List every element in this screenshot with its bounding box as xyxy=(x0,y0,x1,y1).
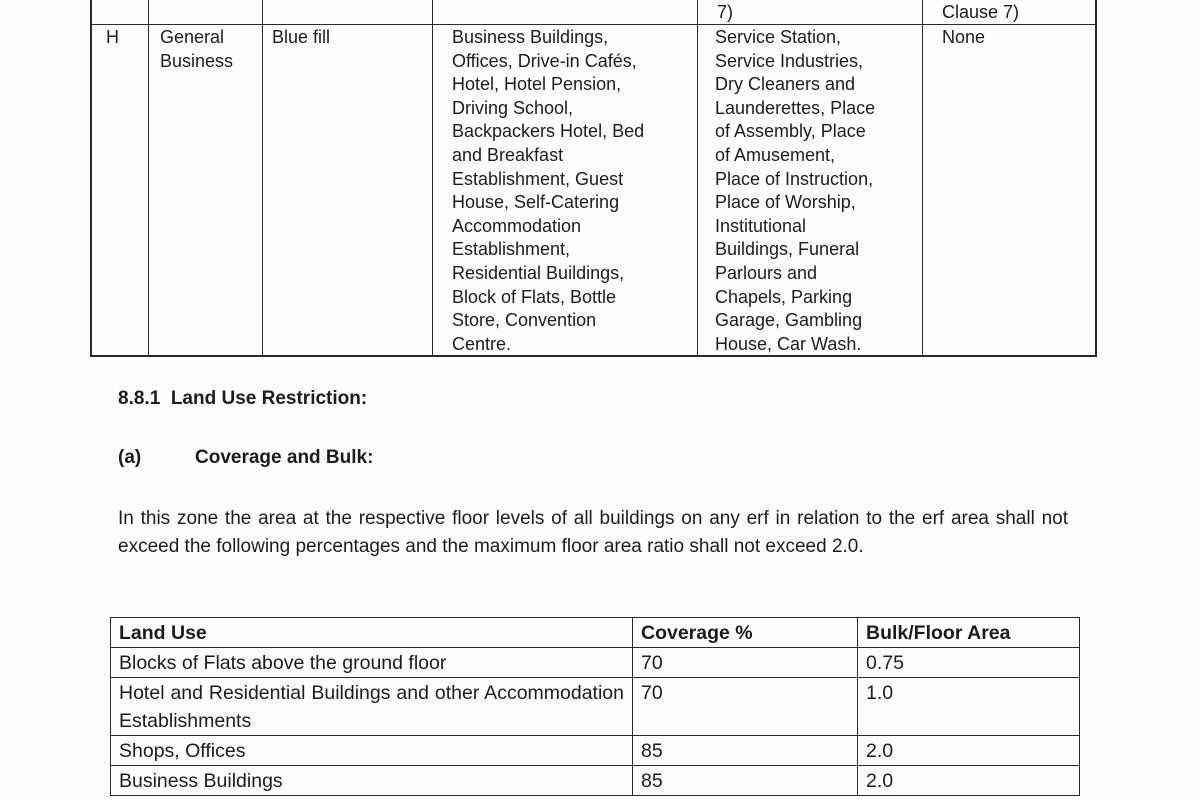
cell-line: Launderettes, Place xyxy=(715,97,876,118)
primary-uses-cell xyxy=(452,26,644,356)
column-divider xyxy=(148,0,149,355)
cell-line: of Assembly, Place xyxy=(715,121,866,142)
cell-line: H xyxy=(106,27,119,47)
section-heading xyxy=(118,388,367,410)
cell-line: Garage, Gambling xyxy=(715,310,863,331)
cell-line: Hotel, Hotel Pension, xyxy=(452,74,622,95)
header-fragment: Clause 7) xyxy=(942,2,1020,22)
cell-line: Blue fill xyxy=(272,27,331,47)
coverage-paragraph: In this zone the area at the respective floor levels of all buildings on any erf in relation to the erf area shall not exceed the following percentages and the maximum floor area ratio shall not exceed 2.0. xyxy=(118,508,1068,557)
column-divider xyxy=(262,0,263,355)
subsection-title: Coverage and Bulk: xyxy=(195,447,374,468)
column-header: Bulk/Floor Area xyxy=(858,618,1080,648)
section-number: 8.8.1 xyxy=(118,388,161,409)
subsection-label: (a) xyxy=(118,447,142,468)
cell-line: Establishment, Guest xyxy=(452,168,624,189)
bulk-cell: 2.0 xyxy=(858,766,1080,796)
cell-line: of Amusement, xyxy=(715,144,836,165)
cell-line: Driving School, xyxy=(452,97,574,118)
cell-line: Place of Instruction, xyxy=(715,168,874,189)
column-divider xyxy=(922,0,923,355)
cell-line: Centre. xyxy=(452,333,512,354)
header-fragment: 7) xyxy=(717,2,734,22)
cell-line: Dry Cleaners and xyxy=(715,74,856,95)
cell-line: House, Self-Catering xyxy=(452,192,620,213)
cell-line: General xyxy=(160,27,225,47)
cell-line: Parlours and xyxy=(715,262,818,283)
column-divider xyxy=(432,0,433,355)
cell-line: Residential Buildings, xyxy=(452,262,625,283)
section-title: Land Use Restriction: xyxy=(170,388,368,409)
cell-line: Backpackers Hotel, Bed xyxy=(452,121,645,142)
table-row xyxy=(111,678,1080,736)
land-use-cell: Hotel and Residential Buildings and other Accommodation Establishments xyxy=(111,678,633,736)
bulk-cell: 0.75 xyxy=(858,648,1080,678)
cell-line: Block of Flats, Bottle xyxy=(452,286,617,307)
cell-line: Establishment, xyxy=(452,239,571,260)
cell-line: House, Car Wash. xyxy=(715,333,862,354)
cell-line: Service Industries, xyxy=(715,50,864,71)
coverage-cell: 85 xyxy=(633,736,858,766)
bulk-cell: 1.0 xyxy=(858,678,1080,736)
cell-line: Place of Worship, xyxy=(715,192,856,213)
column-header: Land Use xyxy=(111,618,633,648)
cell-line: Offices, Drive-in Cafés, xyxy=(452,50,637,71)
column-header: Coverage % xyxy=(633,618,858,648)
table-row xyxy=(111,736,1080,766)
coverage-cell: 70 xyxy=(633,678,858,736)
coverage-cell: 85 xyxy=(633,766,858,796)
cell-line: Institutional xyxy=(715,215,807,236)
bulk-cell: 2.0 xyxy=(858,736,1080,766)
cell-line: Service Station, xyxy=(715,27,842,47)
coverage-cell: 70 xyxy=(633,648,858,678)
zone-code-cell xyxy=(106,26,119,50)
table-header-row xyxy=(111,618,1080,648)
zoning-table xyxy=(90,0,1097,357)
zone-name-cell xyxy=(160,26,233,73)
consent-uses-cell xyxy=(715,26,875,356)
cell-line: Store, Convention xyxy=(452,310,597,331)
cell-line: Accommodation xyxy=(452,215,582,236)
table-row xyxy=(111,766,1080,796)
land-use-cell: Blocks of Flats above the ground floor xyxy=(111,648,633,678)
column-divider xyxy=(697,0,698,355)
cell-line: Business xyxy=(160,50,234,71)
land-use-cell: Shops, Offices xyxy=(111,736,633,766)
land-use-cell: Business Buildings xyxy=(111,766,633,796)
table-row xyxy=(111,648,1080,678)
coverage-table xyxy=(110,617,1080,796)
cell-line: Business Buildings, xyxy=(452,27,609,47)
cell-line: and Breakfast xyxy=(452,144,564,165)
cell-line: Chapels, Parking xyxy=(715,286,853,307)
prohibited-uses-cell xyxy=(942,26,985,50)
cell-line: Buildings, Funeral xyxy=(715,239,860,260)
notation-cell xyxy=(272,26,330,50)
row-divider xyxy=(92,24,1095,25)
cell-line: None xyxy=(942,27,986,47)
